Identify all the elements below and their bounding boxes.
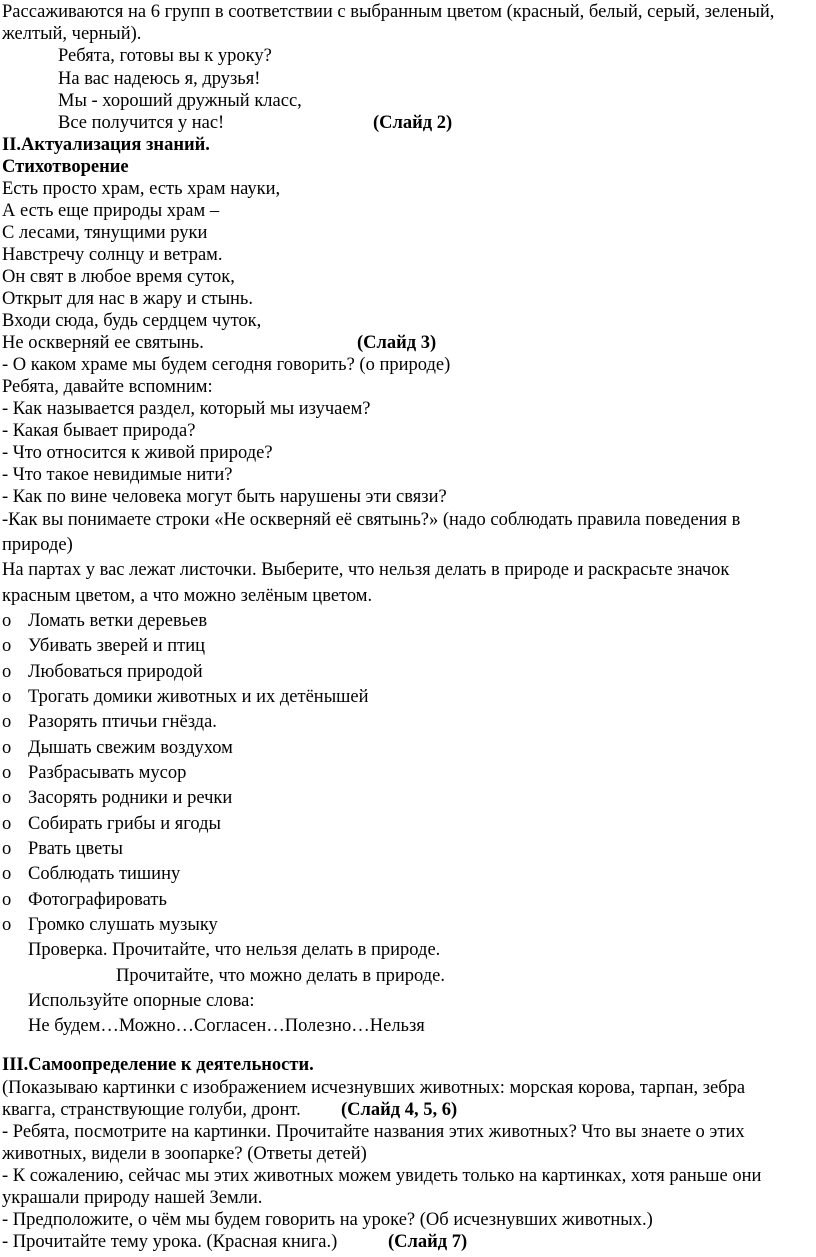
list-item-text: Любоваться природой [28, 662, 203, 682]
list-item-text: Трогать домики животных и их детёнышей [28, 687, 369, 707]
bullet-marker: o [2, 915, 12, 935]
poem-line: Не оскверняй ее святынь. [2, 333, 204, 353]
list-item-text: Убивать зверей и птиц [28, 636, 206, 656]
question-line: - Какая бывает природа? [2, 421, 196, 441]
paragraph-line: - Ребята, посмотрите на картинки. Прочитайте названия этих животных? Что вы знаете о этих [2, 1122, 745, 1142]
poem-line: Есть просто храм, есть храм науки, [2, 179, 281, 199]
poem-line: С лесами, тянущими руки [2, 223, 208, 243]
intro-poem-line: Все получится у нас! [58, 113, 225, 133]
section-heading: II.Актуализация знаний. [2, 135, 210, 155]
slide-ref: (Слайд 3) [357, 333, 437, 353]
intro-line-1: Рассаживаются на 6 групп в соответствии с выбранным цветом (красный, белый, серый, зеленый, [2, 2, 775, 22]
understand-line-2: природе) [2, 535, 73, 555]
question-line: - Что такое невидимые нити? [2, 465, 233, 485]
intro-poem-line: На вас надеюсь я, друзья! [58, 69, 261, 89]
task-line-2: красным цветом, а что можно зелёным цветом. [2, 586, 373, 606]
intro-poem-line: Ребята, готовы вы к уроку? [58, 46, 272, 66]
understand-line-1: -Как вы понимаете строки «Не оскверняй её святынь?» (надо соблюдать правила поведения в [2, 510, 741, 530]
list-item-text: Громко слушать музыку [28, 915, 218, 935]
poem-line: Входи сюда, будь сердцем чуток, [2, 311, 262, 331]
poem-line: Открыт для нас в жару и стынь. [2, 289, 253, 309]
list-item-text: Разорять птичьи гнёзда. [28, 712, 217, 732]
list-item-text: Фотографировать [28, 890, 167, 910]
paragraph-line: - К сожалению, сейчас мы этих животных можем увидеть только на картинках, хотя раньше они [2, 1166, 762, 1186]
question-line: - О каком храме мы будем сегодня говорить? (о природе) [2, 355, 451, 375]
slide-ref: (Слайд 2) [373, 113, 453, 133]
paragraph-line: животных, видели в зоопарке? (Ответы детей) [2, 1144, 367, 1164]
poem-line: Он свят в любое время суток, [2, 267, 235, 287]
check-line-1: Проверка. Прочитайте, что нельзя делать в природе. [28, 940, 441, 960]
intro-line-2: желтый, черный). [2, 24, 142, 44]
bullet-marker: o [2, 611, 12, 631]
question-line: - Что относится к живой природе? [2, 443, 273, 463]
bullet-marker: o [2, 839, 12, 859]
list-item-text: Дышать свежим воздухом [28, 738, 233, 758]
check-line-2: Прочитайте, что можно делать в природе. [116, 966, 445, 986]
list-item-text: Соблюдать тишину [28, 864, 181, 884]
question-line: - Как по вине человека могут быть нарушены эти связи? [2, 487, 447, 507]
paragraph-line: (Показываю картинки с изображением исчезнувших животных: морская корова, тарпан, зебра [2, 1078, 746, 1098]
list-item-text: Разбрасывать мусор [28, 763, 187, 783]
paragraph-line: - Прочитайте тему урока. (Красная книга.) [2, 1232, 338, 1252]
poem-title: Стихотворение [2, 157, 129, 177]
paragraph-line: квагга, странствующие голуби, дронт. [2, 1100, 301, 1120]
list-item-text: Рвать цветы [28, 839, 123, 859]
intro-poem-line: Мы - хороший дружный класс, [58, 91, 302, 111]
slide-ref: (Слайд 7) [388, 1232, 468, 1252]
bullet-marker: o [2, 636, 12, 656]
bullet-marker: o [2, 788, 12, 808]
bullet-marker: o [2, 738, 12, 758]
question-line: Ребята, давайте вспомним: [2, 377, 213, 397]
bullet-marker: o [2, 814, 12, 834]
section-heading: III.Самоопределение к деятельности. [2, 1055, 314, 1075]
poem-line: А есть еще природы храм – [2, 201, 220, 221]
list-item-text: Ломать ветки деревьев [28, 611, 208, 631]
paragraph-line: украшали природу нашей Земли. [2, 1188, 263, 1208]
list-item-text: Засорять родники и речки [28, 788, 233, 808]
support-words: Не будем…Можно…Согласен…Полезно…Нельзя [28, 1016, 425, 1036]
bullet-marker: o [2, 890, 12, 910]
bullet-marker: o [2, 763, 12, 783]
poem-line: Навстречу солнцу и ветрам. [2, 245, 223, 265]
bullet-marker: o [2, 712, 12, 732]
bullet-marker: o [2, 662, 12, 682]
bullet-marker: o [2, 864, 12, 884]
paragraph-line: - Предположите, о чём мы будем говорить на уроке? (Об исчезнувших животных.) [2, 1210, 653, 1230]
slide-ref: (Слайд 4, 5, 6) [341, 1100, 458, 1120]
question-line: - Как называется раздел, который мы изучаем? [2, 399, 371, 419]
support-words-label: Используйте опорные слова: [28, 991, 255, 1011]
task-line-1: На партах у вас лежат листочки. Выберите, что нельзя делать в природе и раскрасьте значок [2, 560, 730, 580]
list-item-text: Собирать грибы и ягоды [28, 814, 221, 834]
bullet-marker: o [2, 687, 12, 707]
